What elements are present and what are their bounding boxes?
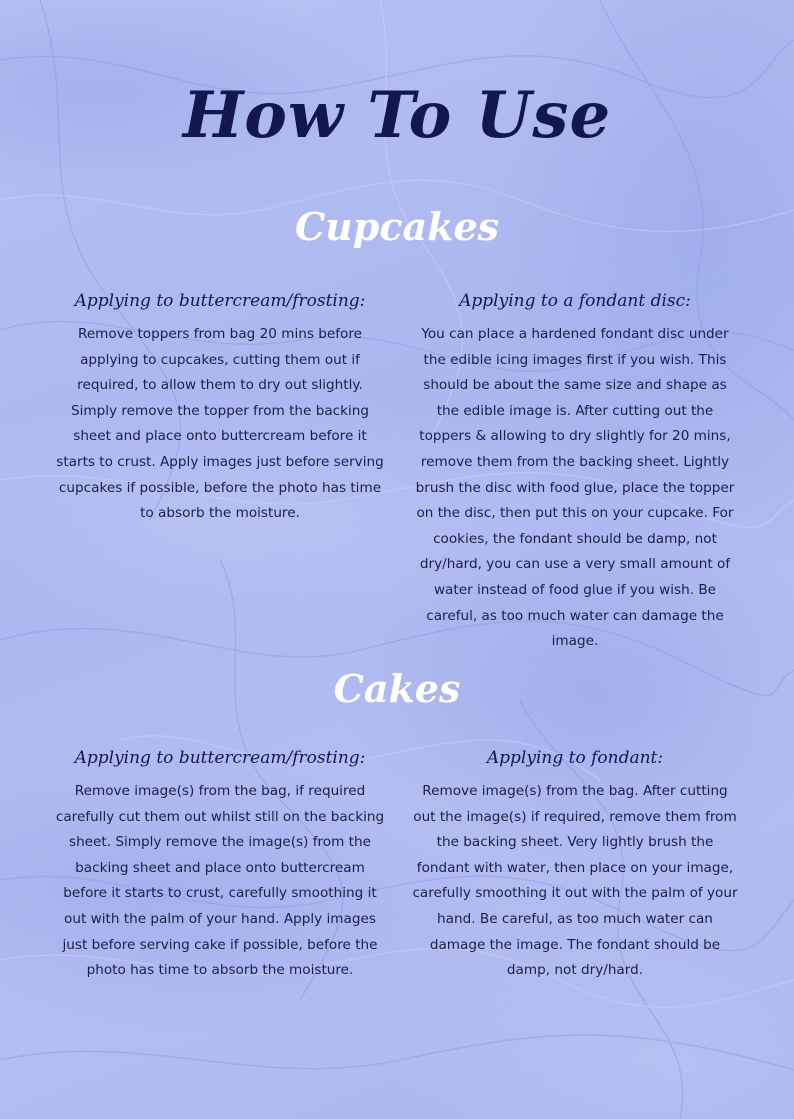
cupcakes-fondant-text: You can place a hardened fondant disc under the edible icing images first if you wish. This should be about the same size and shape as the edible image is. After cutting out the toppers & allowing to dry slightly for 20 mins, remove them from the backing sheet. Lightly brush the disc with food glue, place the topper on the disc, then put this on your cupcake. For cookies, the fondant should be damp, not dry/hard, you can use a very small amount of water instead of food glue if you wish. Be careful, as too much water can damage the image. <box>415 326 735 650</box>
cakes-fondant-block <box>410 743 740 984</box>
cupcakes-fondant-block <box>410 286 740 655</box>
cupcakes-section-title: Cupcakes <box>294 204 500 249</box>
cakes-fondant-heading: Applying to fondant: <box>486 748 664 768</box>
cupcakes-buttercream-heading: Applying to buttercream/frosting: <box>74 291 366 311</box>
cupcakes-fondant-heading: Applying to a fondant disc: <box>459 291 691 311</box>
cupcakes-buttercream-text: Remove toppers from bag 20 mins before applying to cupcakes, cutting them out if required, to allow them to dry out slightly. Simply remove the topper from the backing sheet and place onto buttercream before it starts to crust. Apply images just before serving cupcakes if possible, before the photo has time to absorb the moisture. <box>56 326 384 522</box>
cakes-buttercream-heading: Applying to buttercream/frosting: <box>74 748 366 768</box>
cakes-buttercream-block <box>55 743 385 984</box>
cakes-buttercream-text: Remove image(s) from the bag, if required carefully cut them out whilst still on the backing sheet. Simply remove the image(s) from the backing sheet and place onto buttercream before it starts to crust, carefully smoothing it out with the palm of your hand. Apply images just before serving cake if possible, before the photo has time to absorb the moisture. <box>55 783 385 979</box>
page-title: How To Use <box>182 78 612 153</box>
cakes-section-title: Cakes <box>333 666 461 711</box>
cakes-fondant-text: Remove image(s) from the bag. After cutting out the image(s) if required, remove them from the backing sheet. Very lightly brush the fondant with water, then place on your image, carefully smoothing it out with the palm of your hand. Be careful, as too much water can damage the image. The fondant should be damp, not dry/hard. <box>412 783 738 979</box>
cupcakes-buttercream-block <box>55 286 385 527</box>
